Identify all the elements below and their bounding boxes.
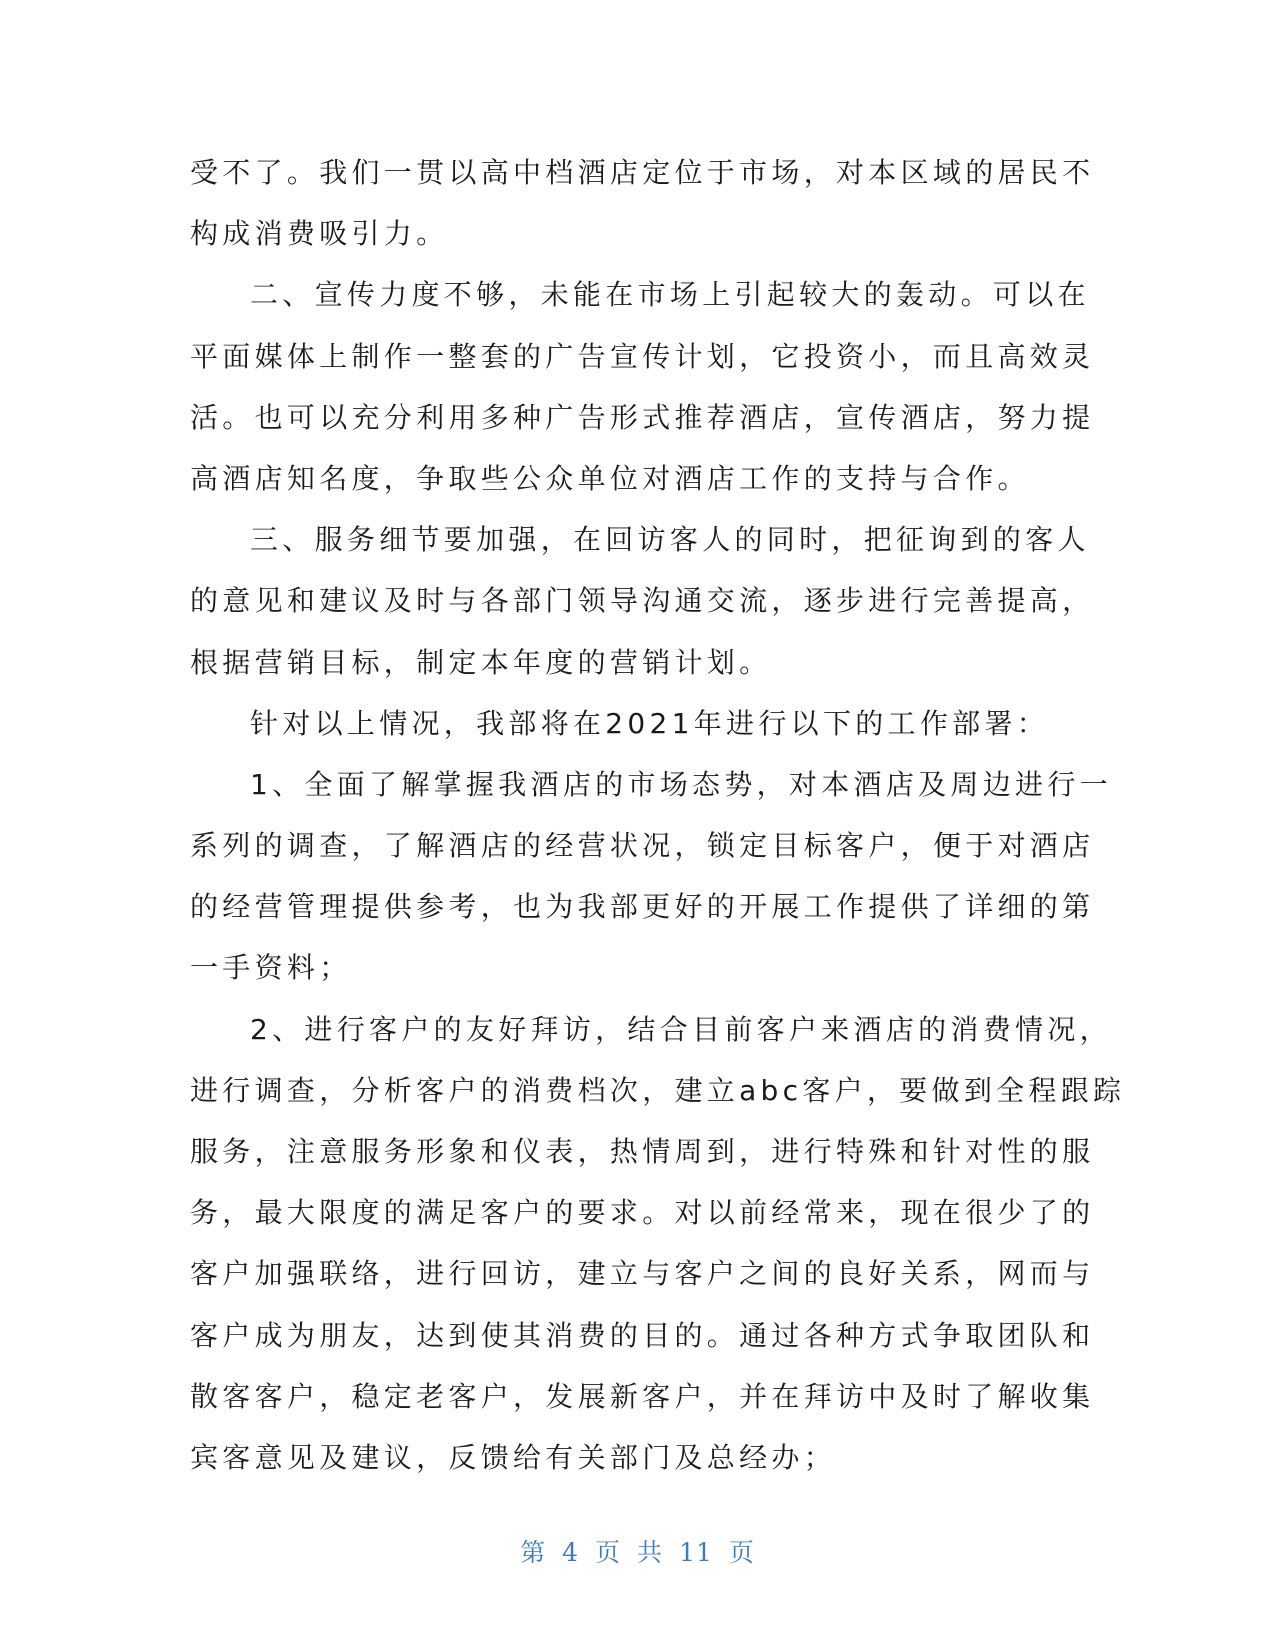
footer-current-page: 4: [562, 1538, 580, 1567]
text-line: 根据营销目标，制定本年度的营销计划。: [190, 645, 772, 679]
text-line: 客户成为朋友，达到使其消费的目的。通过各种方式争取团队和: [190, 1318, 1095, 1352]
text-line: 的经营管理提供参考，也为我部更好的开展工作提供了详细的第: [190, 890, 1095, 924]
text-line: 高酒店知名度，争取些公众单位对酒店工作的支持与合作。: [190, 461, 1030, 495]
text-line: 散客客户，稳定老客户，发展新客户，并在拜访中及时了解收集: [190, 1379, 1095, 1413]
text-line: 二、宣传力度不够，未能在市场上引起较大的轰动。可以在: [250, 278, 1090, 312]
footer-prefix: 第: [520, 1538, 547, 1567]
text-line: 平面媒体上制作一整套的广告宣传计划，它投资小，而且高效灵: [190, 339, 1095, 373]
text-line: 进行调查，分析客户的消费档次，建立abc客户，要做到全程跟踪: [190, 1073, 1126, 1107]
text-line: 受不了。我们一贯以高中档酒店定位于市场，对本区域的居民不: [190, 156, 1095, 189]
footer-total-pages: 11: [679, 1538, 713, 1567]
text-line: 客户加强联络，进行回访，建立与客户之间的良好关系，网而与: [190, 1257, 1095, 1291]
footer-total-prefix: 共: [637, 1538, 664, 1567]
text-line: 的意见和建议及时与各部门领导沟通交流，逐步进行完善提高，: [190, 584, 1095, 618]
text-line: 活。也可以充分利用多种广告形式推荐酒店，宣传酒店，努力提: [190, 400, 1095, 434]
text-line: 宾客意见及建议，反馈给有关部门及总经办；: [190, 1440, 837, 1474]
text-line: 针对以上情况，我部将在2021年进行以下的工作部署：: [250, 706, 1050, 740]
text-line: 务，最大限度的满足客户的要求。对以前经常来，现在很少了的: [190, 1196, 1095, 1230]
footer-middle: 页: [595, 1538, 622, 1567]
text-line: 2、进行客户的友好拜访，结合目前客户来酒店的消费情况，: [250, 1012, 1112, 1046]
document-body: [190, 142, 1126, 1488]
text-line: 服务，注意服务形象和仪表，热情周到，进行特殊和针对性的服: [190, 1135, 1095, 1168]
text-line: 构成消费吸引力。: [190, 217, 449, 251]
text-line: 三、服务细节要加强，在回访客人的同时，把征询到的客人: [250, 523, 1090, 557]
text-line: 1、全面了解掌握我酒店的市场态势，对本酒店及周边进行一: [250, 767, 1112, 801]
text-line: 一手资料；: [190, 951, 352, 985]
footer-suffix: 页: [728, 1538, 755, 1567]
page-footer: [0, 1533, 1275, 1569]
text-line: 系列的调查，了解酒店的经营状况，锁定目标客户，便于对酒店: [190, 829, 1095, 863]
